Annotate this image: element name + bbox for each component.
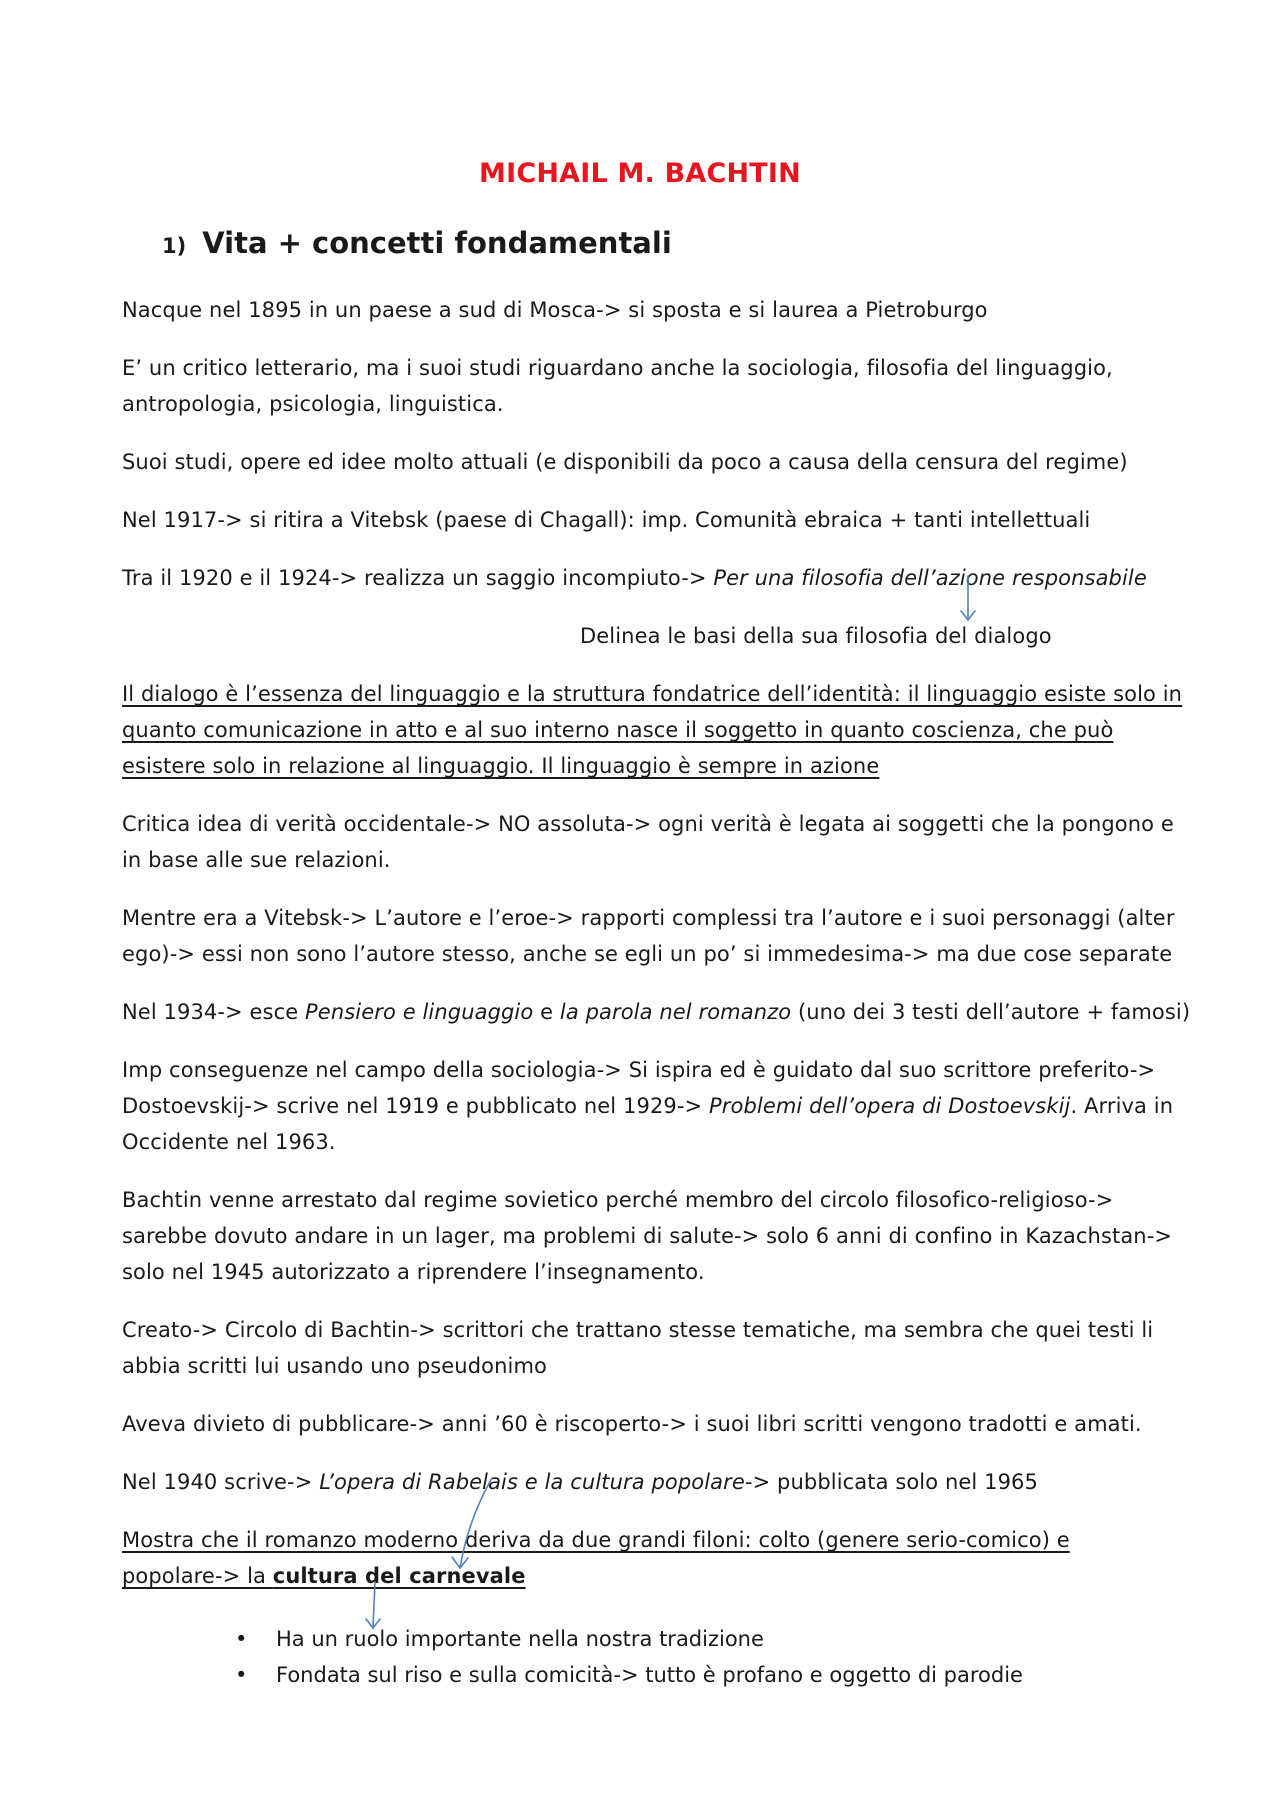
text-line: E’ un critico letterario, ma i suoi studi riguardano anche la sociologia, filosofia del linguaggio, xyxy=(122,356,1113,380)
text-span: Nel 1934-> esce xyxy=(122,1000,306,1024)
text-line: ego)-> essi non sono l’autore stesso, anche se egli un po’ si immedesima-> ma due cose separate xyxy=(122,942,1173,966)
text-line: Aveva divieto di pubblicare-> anni ’60 è riscoperto-> i suoi libri scritti vengono tradotti e amati. xyxy=(122,1412,1142,1436)
text-span: Nel 1940 scrive-> xyxy=(122,1470,320,1494)
work-title: la parola nel romanzo xyxy=(559,1000,792,1024)
document-title: MICHAIL M. BACHTIN xyxy=(479,158,801,189)
text-line: quanto comunicazione in atto e al suo interno nasce il soggetto in quanto coscienza, che può xyxy=(122,718,1114,742)
text-span: -> pubblicata solo nel 1965 xyxy=(744,1470,1038,1494)
arrow-curve-icon xyxy=(452,1478,492,1568)
text-line: sarebbe dovuto andare in un lager, ma problemi di salute-> solo 6 anni di confino in Kazachstan-> xyxy=(122,1224,1173,1248)
section-number: 1) xyxy=(162,234,187,258)
text-span: e xyxy=(533,1000,560,1024)
text-line: Nel 1917-> si ritira a Vitebsk (paese di Chagall): imp. Comunità ebraica + tanti intellettuali xyxy=(122,508,1091,532)
bullet-glyph: • xyxy=(235,1627,248,1651)
bullet-glyph: • xyxy=(235,1663,248,1687)
text-span: (uno dei 3 testi dell’autore + famosi) xyxy=(791,1000,1191,1024)
text-span: Tra il 1920 e il 1924-> realizza un saggio incompiuto-> xyxy=(122,566,714,590)
text-span: popolare-> la xyxy=(122,1564,273,1588)
text-line: Occidente nel 1963. xyxy=(122,1130,336,1154)
text-line: esistere solo in relazione al linguaggio. Il linguaggio è sempre in azione xyxy=(122,754,880,778)
work-title: L’opera di Rabelais e la cultura popolare xyxy=(319,1470,745,1494)
text-line: Imp conseguenze nel campo della sociologia-> Si ispira ed è guidato dal suo scrittore preferito-> xyxy=(122,1058,1156,1082)
work-title: Problemi dell’opera di Dostoevskij xyxy=(709,1094,1071,1118)
text-span: Dostoevskij-> scrive nel 1919 e pubblicato nel 1929-> xyxy=(122,1094,710,1118)
text-line: Nacque nel 1895 in un paese a sud di Mosca-> si sposta e si laurea a Pietroburgo xyxy=(122,298,988,322)
work-title: Pensiero e linguaggio xyxy=(305,1000,534,1024)
arrow-down-icon xyxy=(366,1582,380,1628)
text-line: Bachtin venne arrestato dal regime sovietico perché membro del circolo filosofico-religioso-> xyxy=(122,1188,1114,1212)
text-line: Il dialogo è l’essenza del linguaggio e la struttura fondatrice dell’identità: il linguaggio esiste solo in xyxy=(122,682,1183,706)
arrow-down-icon xyxy=(961,576,975,620)
text-line: Critica idea di verità occidentale-> NO assoluta-> ogni verità è legata ai soggetti che la pongono e xyxy=(122,812,1174,836)
text-line: Mentre era a Vitebsk-> L’autore e l’eroe-> rapporti complessi tra l’autore e i suoi personaggi (alter xyxy=(122,906,1175,930)
list-item-text: Fondata sul riso e sulla comicità-> tutto è profano e oggetto di parodie xyxy=(276,1663,1023,1687)
text-line: Mostra che il romanzo moderno deriva da due grandi filoni: colto (genere serio-comico) e xyxy=(122,1528,1070,1552)
text-line: Delinea le basi della sua filosofia del dialogo xyxy=(580,624,1052,648)
text-line: Creato-> Circolo di Bachtin-> scrittori che trattano stesse tematiche, ma sembra che quei testi li xyxy=(122,1318,1154,1342)
text-line: in base alle sue relazioni. xyxy=(122,848,391,872)
text-line: solo nel 1945 autorizzato a riprendere l’insegnamento. xyxy=(122,1260,705,1284)
text-line: Suoi studi, opere ed idee molto attuali (e disponibili da poco a causa della censura del regime) xyxy=(122,450,1128,474)
list-item-text: Ha un ruolo importante nella nostra tradizione xyxy=(276,1627,764,1651)
text-line: abbia scritti lui usando uno pseudonimo xyxy=(122,1354,547,1378)
essay-title: Per una filosofia dell’azione responsabile xyxy=(713,566,1147,590)
text-line: antropologia, psicologia, linguistica. xyxy=(122,392,504,416)
carnival-emphasis: cultura del carnevale xyxy=(272,1564,526,1588)
text-span: . Arriva in xyxy=(1070,1094,1174,1118)
section-title: Vita + concetti fondamentali xyxy=(202,226,672,260)
